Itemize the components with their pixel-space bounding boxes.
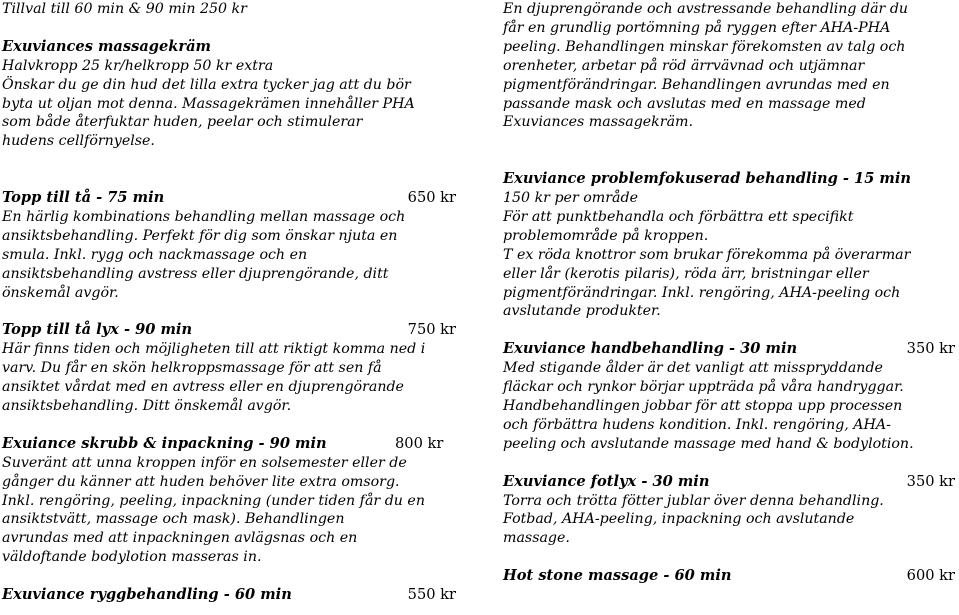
- topp-lyx-line: ansiktet vårdat med en avtress eller en djuprengörande: [2, 379, 404, 396]
- rygg-title: Exuviance ryggbehandling - 60 min: [2, 586, 292, 604]
- problem-line: problemområde på kroppen.: [503, 227, 709, 244]
- fot-title: Exuviance fotlyx - 30 min: [503, 472, 710, 490]
- addon-info: Tillval till 60 min & 90 min 250 kr: [2, 1, 247, 17]
- problem-title: Exuviance problemfokuserad behandling - 15 min: [503, 170, 912, 188]
- problem-line: pigmentförändringar. Inkl. rengöring, AHA-peeling och: [503, 284, 901, 301]
- problem-line: T ex röda knottror som brukar förekomma på överarmar: [503, 246, 911, 263]
- skrubb-line: Suveränt att unna kroppen inför en solsemester eller de: [2, 454, 407, 471]
- hand-line: fläckar och rynkor börjar uppträda på våra handryggar.: [503, 379, 904, 396]
- hand-price: 350 kr: [906, 340, 955, 358]
- massagekram-line: Halvkropp 25 kr/helkropp 50 kr extra: [2, 57, 274, 74]
- fot-line: Fotbad, AHA-peeling, inpackning och avslutande: [503, 511, 855, 528]
- hand-line: och förbättra hudens kondition. Inkl. rengöring, AHA-: [503, 416, 891, 433]
- hand-title: Exuviance handbehandling - 30 min: [503, 340, 798, 358]
- skrubb-line: Inkl. rengöring, peeling, inpackning (under tiden får du en: [2, 492, 425, 509]
- rygg-description-line: får en grundlig portömning på ryggen efter AHA-PHA: [503, 19, 891, 36]
- skrubb-title: Exuiance skrubb & inpackning - 90 min: [2, 434, 327, 452]
- topp-lyx-line: varv. Du får en skön helkroppsmassage för att sen få: [2, 360, 382, 377]
- fot-line: Torra och trötta fötter jublar över denna behandling.: [503, 492, 884, 509]
- rygg-description-line: En djuprengörande och avstressande behandling där du: [503, 1, 909, 17]
- skrubb-line: väldoftande bodylotion masseras in.: [2, 549, 262, 566]
- topp-title: Topp till tå - 75 min: [2, 189, 165, 207]
- rygg-description-line: Exuviances massagekräm.: [503, 114, 693, 131]
- massagekram-line: byta ut oljan mot denna. Massagekrämen innehåller PHA: [2, 95, 415, 112]
- hotstone-heading: [503, 567, 955, 586]
- skrubb-line: gånger du känner att huden behöver lite extra omsorg.: [2, 473, 400, 490]
- topp-line: ansiktsbehandling. Perfekt för dig som önskar njuta en: [2, 227, 398, 244]
- topp-line: smula. Inkl. rygg och nackmassage och en: [2, 246, 308, 263]
- skrubb-price: 800 kr: [395, 434, 444, 452]
- hand-heading: [503, 340, 955, 359]
- skrubb-heading: [2, 435, 460, 454]
- fot-line: massage.: [503, 530, 570, 547]
- topp-price: 650 kr: [407, 189, 456, 207]
- fot-price: 350 kr: [906, 472, 955, 490]
- problem-line: eller lår (kerotis pilaris), röda ärr, bristningar eller: [503, 265, 869, 282]
- rygg-heading: [2, 586, 460, 605]
- problem-line: avslutande produkter.: [503, 303, 661, 320]
- right-column: [503, 0, 955, 586]
- hand-line: Med stigande ålder är det vanligt att misspryddande: [503, 360, 883, 377]
- massagekram-line: hudens cellförnyelse.: [2, 133, 155, 150]
- topp-line: ansiktsbehandling avstress eller djuprengörande, ditt: [2, 265, 389, 282]
- topp-lyx-title: Topp till tå lyx - 90 min: [2, 321, 193, 339]
- rygg-description-line: pigmentförändringar. Behandlingen avrundas med en: [503, 76, 890, 93]
- problem-line: 150 kr per område: [503, 190, 638, 207]
- topp-lyx-price: 750 kr: [407, 321, 456, 339]
- topp-heading: [2, 189, 460, 208]
- rygg-description-line: peeling. Behandlingen minskar förekomsten av talg och: [503, 38, 906, 55]
- skrubb-line: ansiktstvätt, massage och mask). Behandlingen: [2, 511, 345, 528]
- topp-lyx-heading: [2, 321, 460, 340]
- topp-lyx-line: Här finns tiden och möjligheten till att riktigt komma ned i: [2, 341, 426, 358]
- fot-heading: [503, 473, 955, 492]
- massagekram-line: Önskar du ge din hud det lilla extra tycker jag att du bör: [2, 76, 411, 93]
- hand-line: Handbehandlingen jobbar för att stoppa upp processen: [503, 398, 903, 414]
- left-column: [2, 0, 460, 605]
- hand-line: peeling och avslutande massage med hand & bodylotion.: [503, 435, 914, 452]
- massagekram-title: Exuviances massagekräm: [2, 37, 211, 55]
- hotstone-title: Hot stone massage - 60 min: [503, 567, 732, 585]
- skrubb-line: avrundas med att inpackningen avlägsnas och en: [2, 530, 358, 547]
- topp-line: önskemål avgör.: [2, 284, 119, 301]
- massagekram-line: som både återfuktar huden, peelar och stimulerar: [2, 114, 363, 131]
- problem-line: För att punktbehandla och förbättra ett specifikt: [503, 208, 854, 225]
- hotstone-price: 600 kr: [906, 567, 955, 585]
- rygg-description-line: orenheter, arbetar på röd ärrvävnad och utjämnar: [503, 57, 865, 74]
- rygg-description-line: passande mask och avslutas med en massage med: [503, 95, 866, 112]
- topp-line: En härlig kombinations behandling mellan massage och: [2, 208, 406, 225]
- rygg-price: 550 kr: [407, 586, 456, 604]
- topp-lyx-line: ansiktsbehandling. Ditt önskemål avgör.: [2, 397, 292, 414]
